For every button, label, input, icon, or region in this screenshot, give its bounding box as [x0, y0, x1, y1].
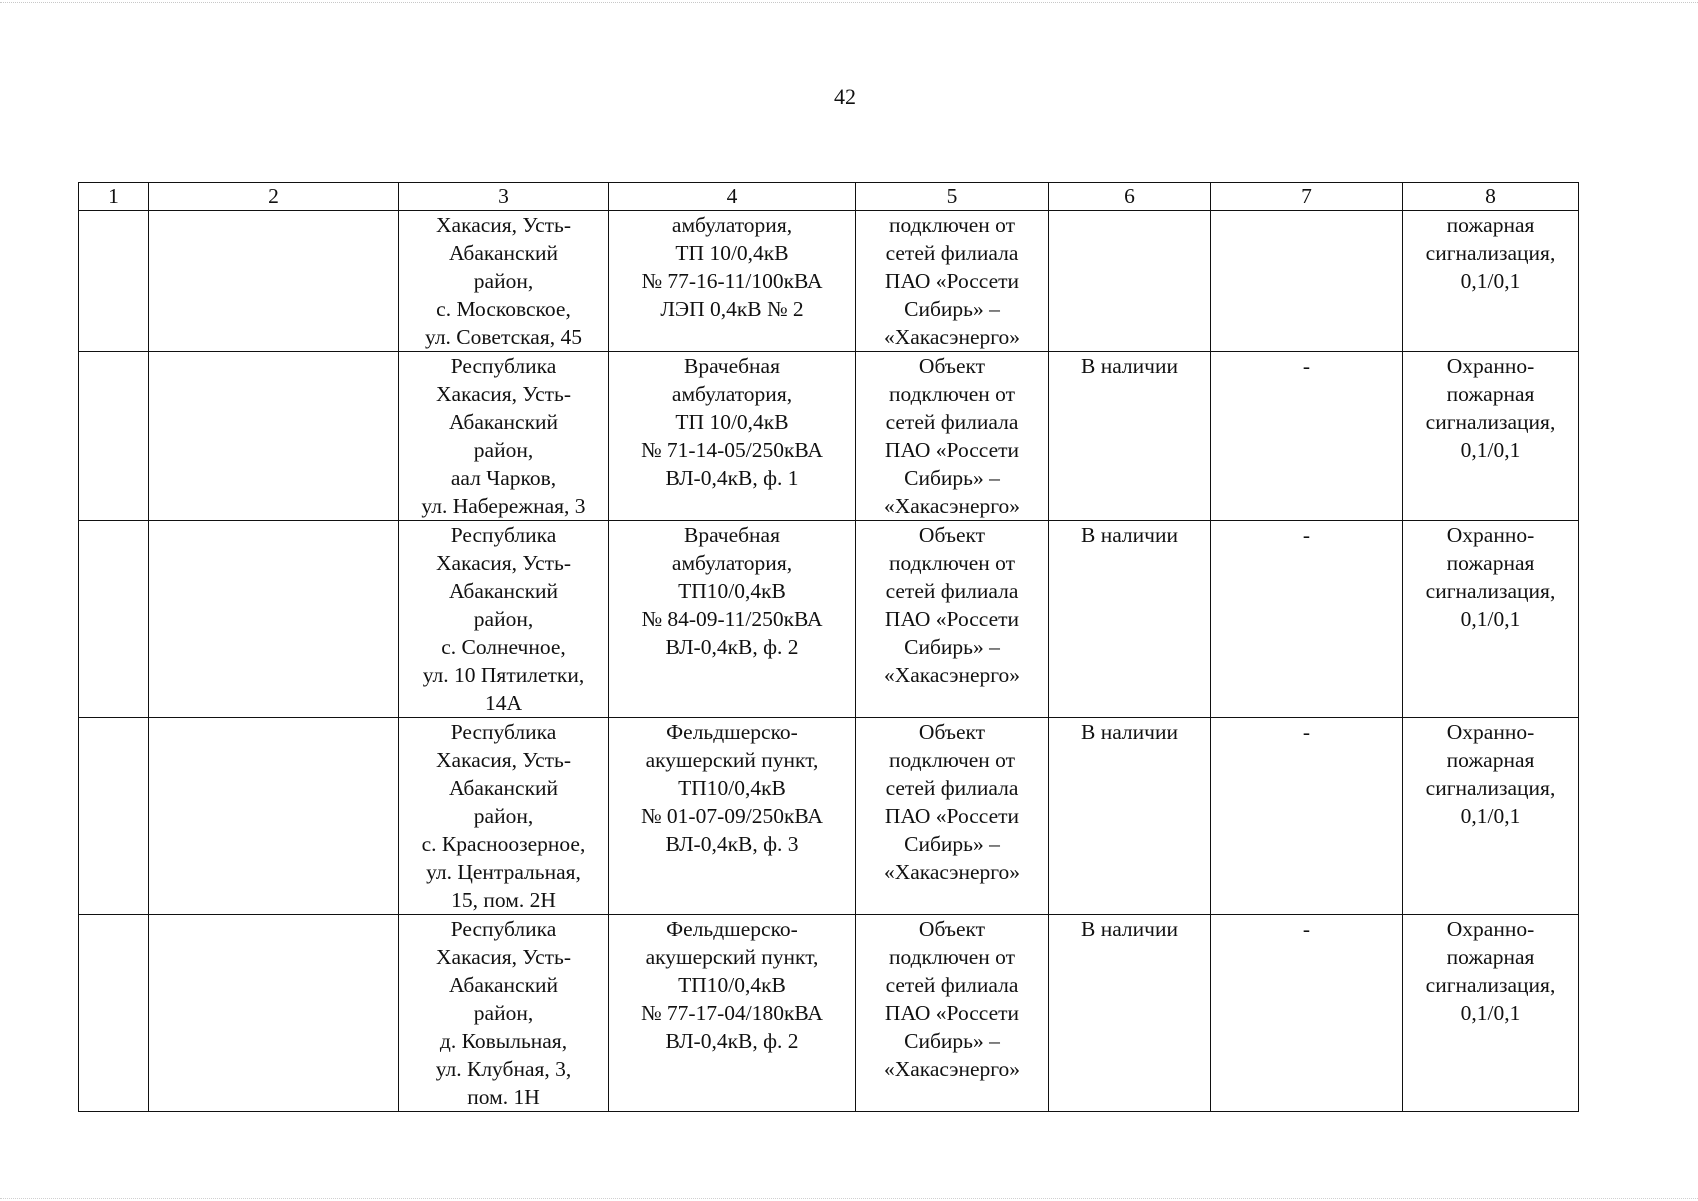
cell-object-line: № 84-09-11/250кВА [641, 607, 823, 631]
cell-availability: В наличии [1049, 352, 1211, 521]
cell-object-line: ЛЭП 0,4кВ № 2 [660, 297, 804, 321]
cell-connection-line: подключен от [888, 748, 1016, 772]
cell-col2 [149, 352, 399, 521]
cell-address-line: с. Солнечное, [441, 635, 566, 659]
cell-object-line: ВЛ-0,4кВ, ф. 2 [665, 635, 799, 659]
cell-connection-line: подключен от [888, 945, 1016, 969]
cell-address-line: Абаканский [448, 241, 559, 265]
cell-address-line: Республика [450, 917, 557, 941]
cell-connection-line: Объект [918, 523, 986, 547]
cell-security-line: 0,1/0,1 [1460, 269, 1521, 293]
cell-address-line: Хакасия, Усть- [436, 748, 571, 772]
cell-security-line: сигнализация, [1425, 241, 1556, 265]
cell-object-line: ТП10/0,4кВ [678, 579, 786, 603]
col-header-3: 3 [399, 183, 609, 211]
cell-address-line: Абаканский [448, 410, 559, 434]
table-body [79, 211, 1579, 1112]
cell-connection-line: ПАО «Россети [884, 804, 1020, 828]
cell-object-line: № 71-14-05/250кВА [641, 438, 823, 462]
cell-connection-line: Сибирь» – [904, 832, 1000, 856]
cell-connection-line: Сибирь» – [904, 635, 1000, 659]
cell-address [399, 521, 609, 718]
cell-connection-line: Сибирь» – [904, 1029, 1000, 1053]
cell-connection-line: подключен от [888, 551, 1016, 575]
cell-object-line: амбулатория, [671, 213, 793, 237]
cell-address-line: Хакасия, Усть- [436, 551, 571, 575]
cell-connection-line: сетей филиала [885, 973, 1019, 997]
cell-connection-line: сетей филиала [885, 410, 1019, 434]
cell-address-line: район, [473, 438, 534, 462]
cell-connection-line: сетей филиала [885, 241, 1019, 265]
cell-security-line: пожарная [1446, 213, 1535, 237]
table-row [79, 521, 1579, 718]
cell-connection-line: ПАО «Россети [884, 269, 1020, 293]
cell-connection-line: ПАО «Россети [884, 1001, 1020, 1025]
cell-security-line: 0,1/0,1 [1460, 1001, 1521, 1025]
cell-security [1403, 211, 1579, 352]
cell-number [79, 352, 149, 521]
cell-object-line: ТП10/0,4кВ [678, 776, 786, 800]
cell-security-line: сигнализация, [1425, 579, 1556, 603]
cell-security-line: пожарная [1446, 748, 1535, 772]
cell-col7: - [1211, 352, 1403, 521]
col-header-8: 8 [1403, 183, 1579, 211]
cell-object-line: Фельдшерско- [666, 917, 798, 941]
cell-address-line: ул. Центральная, [426, 860, 581, 884]
cell-connection [856, 211, 1049, 352]
cell-address-line: район, [473, 607, 534, 631]
cell-address-line: Абаканский [448, 579, 559, 603]
cell-object [609, 211, 856, 352]
cell-object-line: № 77-16-11/100кВА [641, 269, 823, 293]
cell-object-line: ВЛ-0,4кВ, ф. 1 [665, 466, 799, 490]
cell-security-line: Охранно- [1446, 354, 1535, 378]
cell-object-line: ТП 10/0,4кВ [675, 410, 789, 434]
table-row [79, 915, 1579, 1112]
cell-object-line: ТП10/0,4кВ [678, 973, 786, 997]
cell-address-line: ул. Клубная, 3, [435, 1057, 572, 1081]
cell-security-line: сигнализация, [1425, 776, 1556, 800]
table-row [79, 352, 1579, 521]
cell-address-line: Хакасия, Усть- [436, 382, 571, 406]
cell-col7: - [1211, 915, 1403, 1112]
cell-object-line: № 01-07-09/250кВА [641, 804, 823, 828]
cell-security [1403, 718, 1579, 915]
cell-connection-line: сетей филиала [885, 579, 1019, 603]
cell-address-line: ул. Советская, 45 [425, 325, 582, 349]
cell-col2 [149, 915, 399, 1112]
cell-connection-line: Объект [918, 720, 986, 744]
header-row [79, 183, 1579, 211]
cell-address-line: с. Московское, [436, 297, 571, 321]
cell-address [399, 718, 609, 915]
cell-object [609, 352, 856, 521]
cell-connection-line: ПАО «Россети [884, 438, 1020, 462]
cell-object [609, 718, 856, 915]
col-header-7: 7 [1211, 183, 1403, 211]
cell-address-line: ул. 10 Пятилетки, [422, 663, 585, 687]
cell-col2 [149, 211, 399, 352]
cell-object-line: амбулатория, [671, 382, 793, 406]
cell-object-line: ВЛ-0,4кВ, ф. 2 [665, 1029, 799, 1053]
cell-connection-line: «Хакасэнерго» [883, 325, 1021, 349]
cell-connection-line: подключен от [888, 382, 1016, 406]
cell-connection [856, 521, 1049, 718]
cell-connection [856, 718, 1049, 915]
cell-address-line: Хакасия, Усть- [436, 945, 571, 969]
page-number: 42 [834, 84, 856, 109]
cell-address-line: ул. Набережная, 3 [421, 494, 586, 518]
cell-number [79, 718, 149, 915]
cell-address [399, 352, 609, 521]
cell-address-line: район, [473, 269, 534, 293]
cell-availability [1049, 211, 1211, 352]
cell-connection-line: Сибирь» – [904, 297, 1000, 321]
scan-artifact-top [0, 2, 1698, 5]
table-row [79, 211, 1579, 352]
cell-number [79, 521, 149, 718]
cell-object-line: № 77-17-04/180кВА [641, 1001, 823, 1025]
cell-security-line: 0,1/0,1 [1460, 804, 1521, 828]
cell-col7 [1211, 211, 1403, 352]
cell-object-line: Врачебная [683, 523, 780, 547]
col-header-6: 6 [1049, 183, 1211, 211]
cell-object [609, 915, 856, 1112]
cell-object-line: акушерский пункт, [645, 748, 819, 772]
cell-address-line: 15, пом. 2Н [451, 888, 556, 912]
cell-connection-line: Объект [918, 354, 986, 378]
cell-security-line: пожарная [1446, 382, 1535, 406]
cell-object-line: Фельдшерско- [666, 720, 798, 744]
cell-object-line: ТП 10/0,4кВ [675, 241, 789, 265]
cell-connection [856, 915, 1049, 1112]
cell-connection-line: «Хакасэнерго» [883, 663, 1021, 687]
cell-address [399, 211, 609, 352]
col-header-1: 1 [79, 183, 149, 211]
cell-object-line: ВЛ-0,4кВ, ф. 3 [665, 832, 799, 856]
cell-address-line: район, [473, 804, 534, 828]
infrastructure-table [78, 182, 1579, 1112]
cell-availability: В наличии [1049, 718, 1211, 915]
cell-address-line: с. Красноозерное, [421, 832, 586, 856]
cell-address-line: Республика [450, 354, 557, 378]
cell-object-line: акушерский пункт, [645, 945, 819, 969]
cell-security [1403, 915, 1579, 1112]
cell-connection-line: «Хакасэнерго» [883, 494, 1021, 518]
cell-address-line: Республика [450, 720, 557, 744]
cell-security-line: Охранно- [1446, 523, 1535, 547]
cell-connection-line: ПАО «Россети [884, 607, 1020, 631]
cell-address-line: район, [473, 1001, 534, 1025]
cell-security-line: сигнализация, [1425, 410, 1556, 434]
cell-object-line: Врачебная [683, 354, 780, 378]
cell-address-line: Абаканский [448, 973, 559, 997]
cell-connection-line: подключен от [888, 213, 1016, 237]
cell-address-line: 14А [484, 691, 523, 715]
col-header-4: 4 [609, 183, 856, 211]
cell-availability: В наличии [1049, 915, 1211, 1112]
cell-object [609, 521, 856, 718]
cell-connection-line: Сибирь» – [904, 466, 1000, 490]
cell-connection-line: «Хакасэнерго» [883, 860, 1021, 884]
cell-col2 [149, 718, 399, 915]
cell-address-line: Хакасия, Усть- [436, 213, 571, 237]
cell-address-line: Абаканский [448, 776, 559, 800]
cell-address [399, 915, 609, 1112]
cell-security-line: сигнализация, [1425, 973, 1556, 997]
col-header-5: 5 [856, 183, 1049, 211]
col-header-2: 2 [149, 183, 399, 211]
cell-address-line: Республика [450, 523, 557, 547]
cell-address-line: д. Ковыльная, [439, 1029, 568, 1053]
cell-number [79, 211, 149, 352]
cell-connection [856, 352, 1049, 521]
cell-col7: - [1211, 521, 1403, 718]
cell-col2 [149, 521, 399, 718]
cell-connection-line: Объект [918, 917, 986, 941]
cell-col7: - [1211, 718, 1403, 915]
cell-security-line: Охранно- [1446, 720, 1535, 744]
cell-number [79, 915, 149, 1112]
cell-connection-line: «Хакасэнерго» [883, 1057, 1021, 1081]
cell-security [1403, 352, 1579, 521]
cell-security-line: 0,1/0,1 [1460, 607, 1521, 631]
cell-security-line: Охранно- [1446, 917, 1535, 941]
cell-security [1403, 521, 1579, 718]
cell-address-line: пом. 1Н [467, 1085, 540, 1109]
cell-availability: В наличии [1049, 521, 1211, 718]
cell-address-line: аал Чарков, [450, 466, 557, 490]
cell-security-line: пожарная [1446, 551, 1535, 575]
cell-object-line: амбулатория, [671, 551, 793, 575]
cell-security-line: 0,1/0,1 [1460, 438, 1521, 462]
cell-connection-line: сетей филиала [885, 776, 1019, 800]
cell-security-line: пожарная [1446, 945, 1535, 969]
table-row [79, 718, 1579, 915]
